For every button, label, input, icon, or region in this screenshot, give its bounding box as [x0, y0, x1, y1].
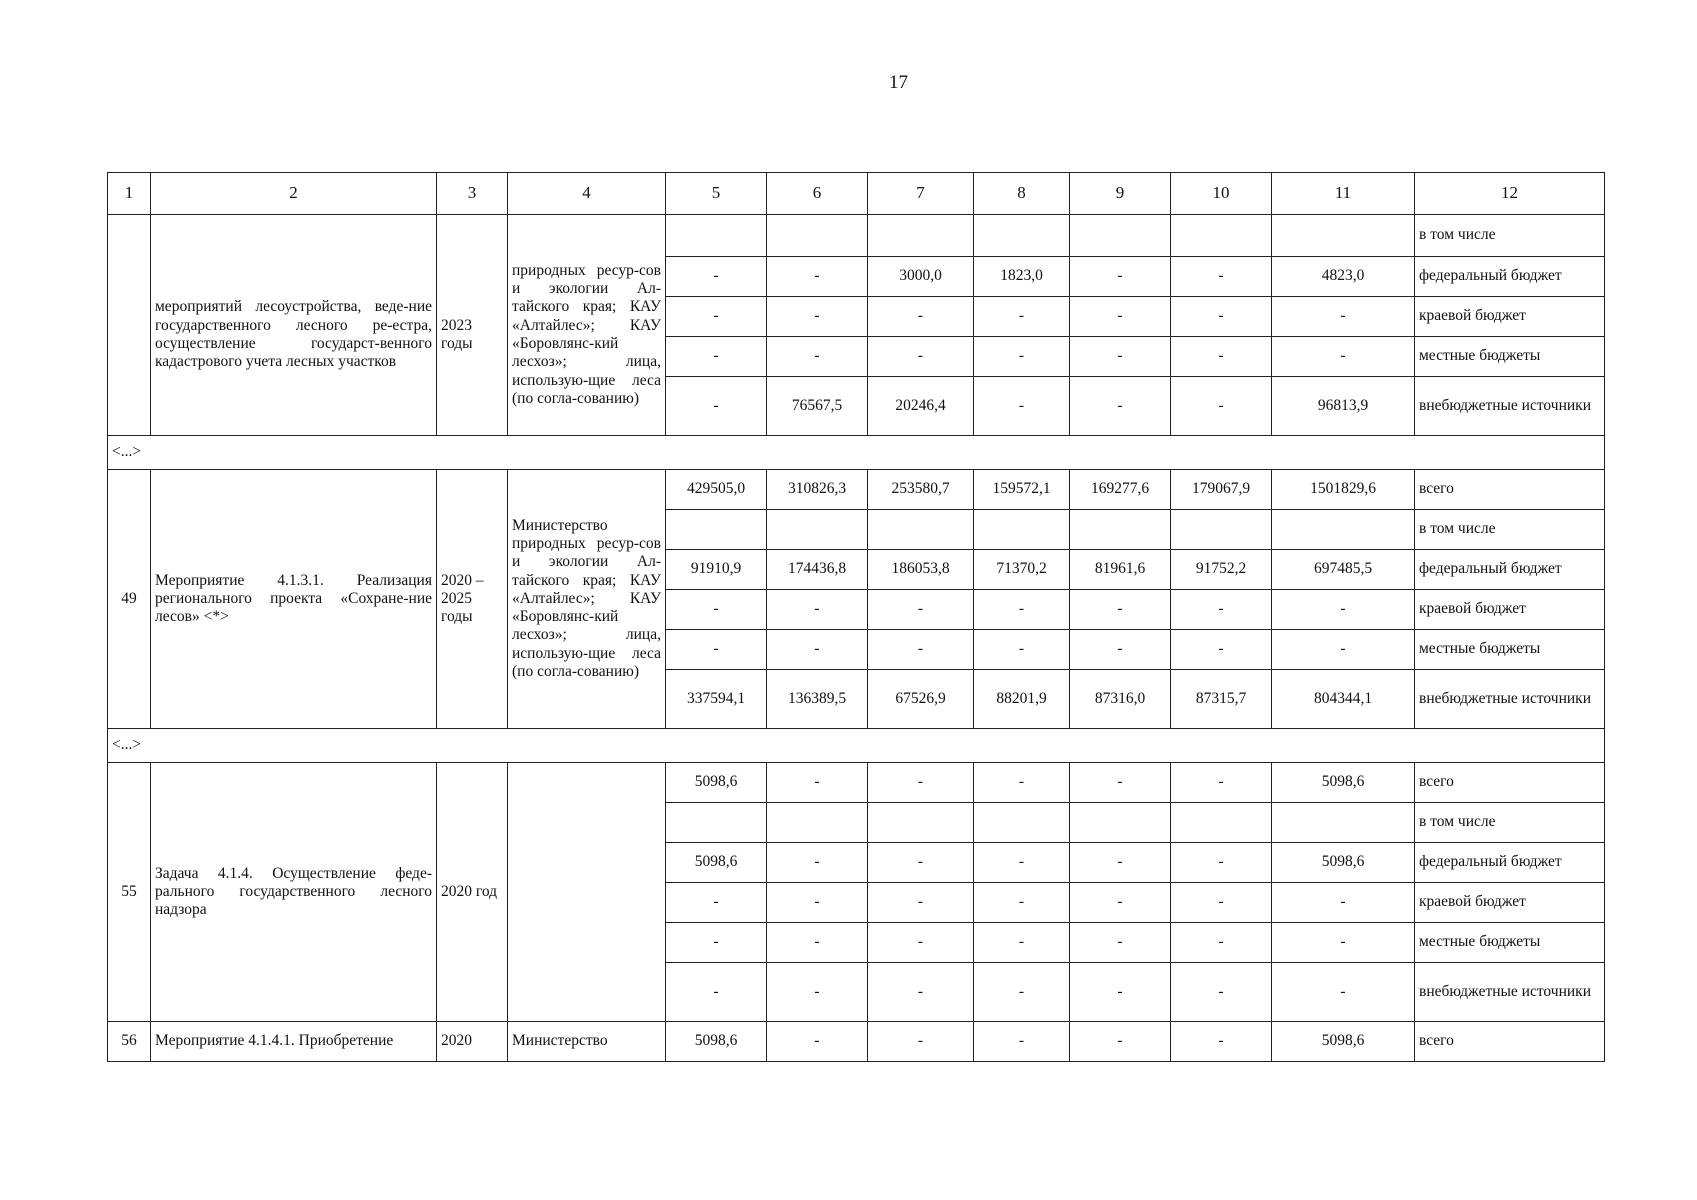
- value-cell: 5098,6: [1272, 843, 1415, 883]
- value-cell: -: [974, 883, 1070, 923]
- value-cell: -: [1070, 963, 1171, 1022]
- table-row: [108, 1022, 1605, 1062]
- ellipsis-row: [108, 729, 1605, 763]
- value-cell: -: [1070, 630, 1171, 670]
- column-header: 3: [437, 173, 508, 215]
- value-cell: -: [1171, 763, 1272, 803]
- value-cell: 5098,6: [1272, 763, 1415, 803]
- value-cell: [974, 510, 1070, 550]
- value-cell: -: [974, 337, 1070, 377]
- row-index: 56: [108, 1022, 151, 1062]
- value-cell: -: [974, 297, 1070, 337]
- table-row: [108, 470, 1605, 510]
- value-cell: 310826,3: [767, 470, 868, 510]
- funding-source: краевой бюджет: [1415, 297, 1605, 337]
- value-cell: -: [1070, 923, 1171, 963]
- value-cell: [974, 803, 1070, 843]
- value-cell: [1171, 215, 1272, 257]
- value-cell: -: [974, 1022, 1070, 1062]
- value-cell: 76567,5: [767, 377, 868, 436]
- value-cell: -: [767, 763, 868, 803]
- value-cell: -: [1272, 337, 1415, 377]
- value-cell: 5098,6: [666, 1022, 767, 1062]
- value-cell: -: [1171, 257, 1272, 297]
- value-cell: -: [868, 297, 974, 337]
- value-cell: -: [666, 963, 767, 1022]
- column-header: 11: [1272, 173, 1415, 215]
- funding-source: внебюджетные источники: [1415, 377, 1605, 436]
- page-number: 17: [889, 72, 908, 93]
- row-index: 55: [108, 763, 151, 1022]
- value-cell: -: [1070, 883, 1171, 923]
- value-cell: -: [1171, 1022, 1272, 1062]
- value-cell: 91752,2: [1171, 550, 1272, 590]
- value-cell: -: [1171, 883, 1272, 923]
- value-cell: -: [1272, 590, 1415, 630]
- value-cell: [767, 803, 868, 843]
- value-cell: 169277,6: [1070, 470, 1171, 510]
- value-cell: 71370,2: [974, 550, 1070, 590]
- value-cell: -: [1070, 297, 1171, 337]
- column-header: 7: [868, 173, 974, 215]
- value-cell: 67526,9: [868, 670, 974, 729]
- value-cell: -: [666, 630, 767, 670]
- value-cell: -: [666, 257, 767, 297]
- funding-source: краевой бюджет: [1415, 590, 1605, 630]
- value-cell: [767, 215, 868, 257]
- row-executor: [508, 763, 666, 1022]
- row-executor: Министерство природных ресур-сов и экологии Ал-тайского края; КАУ «Алтайлес»; КАУ «Боровлянс-кий лесхоз»; лица, использую-щие леса (по согла-сованию): [508, 470, 666, 729]
- funding-source: федеральный бюджет: [1415, 550, 1605, 590]
- value-cell: -: [1272, 923, 1415, 963]
- column-header: 9: [1070, 173, 1171, 215]
- value-cell: [1070, 803, 1171, 843]
- value-cell: 253580,7: [868, 470, 974, 510]
- column-header: 5: [666, 173, 767, 215]
- value-cell: 804344,1: [1272, 670, 1415, 729]
- value-cell: -: [868, 923, 974, 963]
- value-cell: [1070, 510, 1171, 550]
- funding-source: всего: [1415, 470, 1605, 510]
- value-cell: 179067,9: [1171, 470, 1272, 510]
- table-row: [108, 763, 1605, 803]
- value-cell: 337594,1: [666, 670, 767, 729]
- funding-source: местные бюджеты: [1415, 630, 1605, 670]
- value-cell: -: [1070, 843, 1171, 883]
- value-cell: -: [868, 337, 974, 377]
- value-cell: -: [666, 883, 767, 923]
- value-cell: 697485,5: [1272, 550, 1415, 590]
- value-cell: [1272, 510, 1415, 550]
- table-body: [108, 173, 1605, 1062]
- value-cell: -: [974, 377, 1070, 436]
- value-cell: 87315,7: [1171, 670, 1272, 729]
- value-cell: 91910,9: [666, 550, 767, 590]
- value-cell: -: [1272, 883, 1415, 923]
- funding-source: краевой бюджет: [1415, 883, 1605, 923]
- value-cell: 88201,9: [974, 670, 1070, 729]
- value-cell: 4823,0: [1272, 257, 1415, 297]
- value-cell: 5098,6: [666, 763, 767, 803]
- value-cell: -: [1070, 257, 1171, 297]
- column-header: 2: [151, 173, 437, 215]
- value-cell: -: [868, 590, 974, 630]
- row-index: 49: [108, 470, 151, 729]
- value-cell: -: [868, 1022, 974, 1062]
- column-header: 12: [1415, 173, 1605, 215]
- value-cell: 5098,6: [666, 843, 767, 883]
- funding-source: в том числе: [1415, 215, 1605, 257]
- value-cell: 87316,0: [1070, 670, 1171, 729]
- table-row: [108, 215, 1605, 257]
- funding-source: всего: [1415, 1022, 1605, 1062]
- row-description: Задача 4.1.4. Осуществление феде-рального государственного лесного надзора: [151, 763, 437, 1022]
- funding-source: внебюджетные источники: [1415, 963, 1605, 1022]
- row-index: [108, 215, 151, 436]
- value-cell: -: [974, 843, 1070, 883]
- value-cell: [868, 215, 974, 257]
- funding-source: местные бюджеты: [1415, 337, 1605, 377]
- value-cell: 81961,6: [1070, 550, 1171, 590]
- value-cell: 20246,4: [868, 377, 974, 436]
- value-cell: -: [974, 923, 1070, 963]
- ellipsis-marker: <...>: [108, 729, 1605, 763]
- value-cell: [868, 510, 974, 550]
- value-cell: -: [767, 963, 868, 1022]
- value-cell: -: [666, 297, 767, 337]
- value-cell: 159572,1: [974, 470, 1070, 510]
- value-cell: [868, 803, 974, 843]
- value-cell: -: [974, 590, 1070, 630]
- value-cell: -: [666, 377, 767, 436]
- row-period: 2020: [437, 1022, 508, 1062]
- value-cell: [1272, 803, 1415, 843]
- value-cell: [974, 215, 1070, 257]
- row-period: 2020 год: [437, 763, 508, 1022]
- value-cell: -: [767, 1022, 868, 1062]
- funding-source: в том числе: [1415, 803, 1605, 843]
- value-cell: -: [767, 883, 868, 923]
- value-cell: -: [868, 763, 974, 803]
- value-cell: -: [767, 297, 868, 337]
- ellipsis-marker: <...>: [108, 436, 1605, 470]
- value-cell: -: [1272, 630, 1415, 670]
- value-cell: [1171, 803, 1272, 843]
- funding-source: всего: [1415, 763, 1605, 803]
- value-cell: -: [1070, 377, 1171, 436]
- value-cell: 5098,6: [1272, 1022, 1415, 1062]
- value-cell: -: [974, 963, 1070, 1022]
- row-description: Мероприятие 4.1.3.1. Реализация регионального проекта «Сохране-ние лесов» <*>: [151, 470, 437, 729]
- row-executor: Министерство: [508, 1022, 666, 1062]
- column-header: 10: [1171, 173, 1272, 215]
- value-cell: 96813,9: [1272, 377, 1415, 436]
- value-cell: -: [974, 630, 1070, 670]
- value-cell: -: [1070, 1022, 1171, 1062]
- value-cell: -: [1272, 297, 1415, 337]
- value-cell: [666, 510, 767, 550]
- value-cell: [1070, 215, 1171, 257]
- value-cell: -: [1171, 377, 1272, 436]
- value-cell: -: [1070, 337, 1171, 377]
- value-cell: 136389,5: [767, 670, 868, 729]
- funding-source: федеральный бюджет: [1415, 257, 1605, 297]
- value-cell: -: [666, 923, 767, 963]
- value-cell: -: [1171, 297, 1272, 337]
- value-cell: -: [1171, 590, 1272, 630]
- value-cell: 1501829,6: [1272, 470, 1415, 510]
- column-header: 1: [108, 173, 151, 215]
- value-cell: -: [767, 923, 868, 963]
- value-cell: [666, 803, 767, 843]
- value-cell: -: [767, 257, 868, 297]
- funding-source: внебюджетные источники: [1415, 670, 1605, 729]
- column-header: 4: [508, 173, 666, 215]
- value-cell: 186053,8: [868, 550, 974, 590]
- value-cell: -: [767, 590, 868, 630]
- value-cell: -: [1171, 843, 1272, 883]
- value-cell: [666, 215, 767, 257]
- row-description: Мероприятие 4.1.4.1. Приобретение: [151, 1022, 437, 1062]
- value-cell: -: [1070, 763, 1171, 803]
- value-cell: 174436,8: [767, 550, 868, 590]
- value-cell: -: [1171, 337, 1272, 377]
- header-row: [108, 173, 1605, 215]
- row-description: мероприятий лесоустройства, веде-ние государственного лесного ре-естра, осуществление государст-венного кадастрового учета лесных участков: [151, 215, 437, 436]
- value-cell: -: [974, 763, 1070, 803]
- value-cell: -: [767, 843, 868, 883]
- value-cell: -: [666, 337, 767, 377]
- value-cell: -: [868, 843, 974, 883]
- value-cell: [1171, 510, 1272, 550]
- funding-source: в том числе: [1415, 510, 1605, 550]
- value-cell: -: [1171, 630, 1272, 670]
- value-cell: -: [868, 963, 974, 1022]
- value-cell: [1272, 215, 1415, 257]
- value-cell: -: [666, 590, 767, 630]
- column-header: 8: [974, 173, 1070, 215]
- value-cell: -: [868, 630, 974, 670]
- program-table: [107, 172, 1605, 1062]
- row-executor: природных ресур-сов и экологии Ал-тайского края; КАУ «Алтайлес»; КАУ «Боровлянс-кий лесхоз»; лица, использую-щие леса (по согла-сованию): [508, 215, 666, 436]
- value-cell: -: [767, 337, 868, 377]
- ellipsis-row: [108, 436, 1605, 470]
- value-cell: -: [1272, 963, 1415, 1022]
- row-period: 2023 годы: [437, 215, 508, 436]
- value-cell: -: [1171, 923, 1272, 963]
- value-cell: 1823,0: [974, 257, 1070, 297]
- value-cell: -: [868, 883, 974, 923]
- value-cell: -: [1070, 590, 1171, 630]
- value-cell: -: [767, 630, 868, 670]
- funding-source: федеральный бюджет: [1415, 843, 1605, 883]
- value-cell: -: [1171, 963, 1272, 1022]
- value-cell: [767, 510, 868, 550]
- column-header: 6: [767, 173, 868, 215]
- row-period: 2020 – 2025 годы: [437, 470, 508, 729]
- value-cell: 3000,0: [868, 257, 974, 297]
- funding-source: местные бюджеты: [1415, 923, 1605, 963]
- value-cell: 429505,0: [666, 470, 767, 510]
